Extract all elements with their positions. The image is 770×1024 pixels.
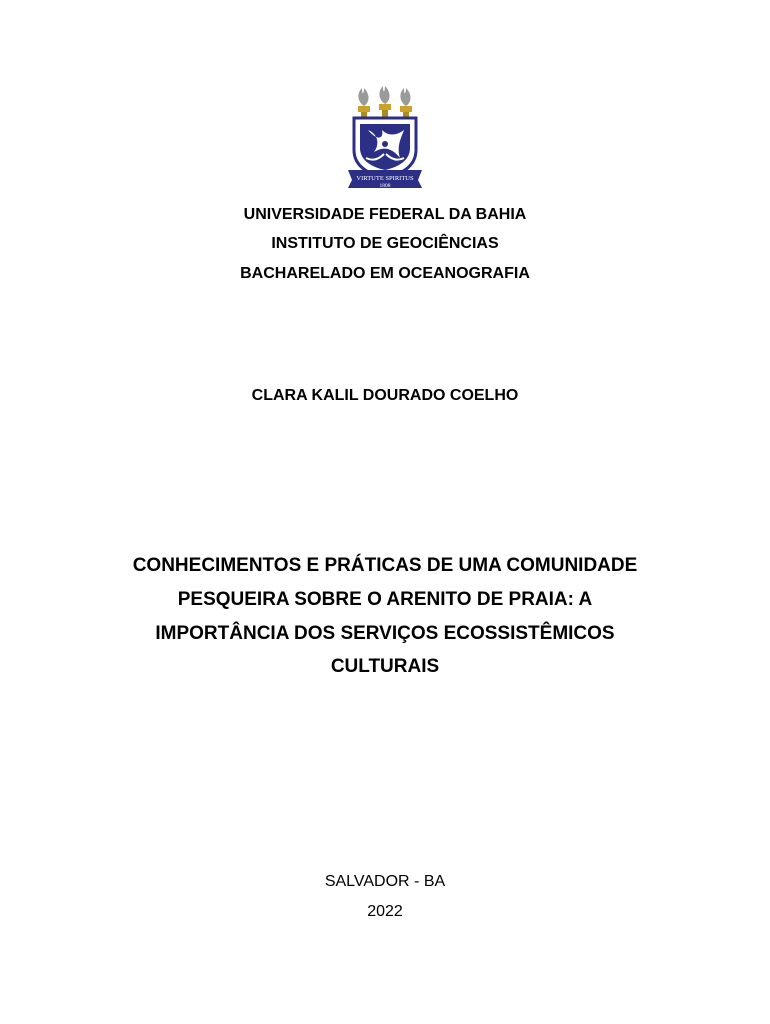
author-name: CLARA KALIL DOURADO COELHO (251, 387, 519, 404)
motto-text: VIRTUTE SPIRITUS (356, 175, 414, 182)
institute-name: INSTITUTO DE GEOCIÊNCIAS (271, 235, 499, 252)
title-line: IMPORTÂNCIA DOS SERVIÇOS ECOSSISTÊMICOS (155, 623, 615, 644)
course-name: BACHARELADO EM OCEANOGRAFIA (240, 265, 530, 282)
university-crest-logo (344, 84, 426, 196)
title-line: CONHECIMENTOS E PRÁTICAS DE UMA COMUNIDADE (132, 555, 638, 576)
title-line: PESQUEIRA SOBRE O ARENITO DE PRAIA: A (177, 589, 593, 610)
founding-year-text: 1808 (379, 183, 391, 189)
title-line: CULTURAIS (330, 656, 440, 677)
university-name: UNIVERSIDADE FEDERAL DA BAHIA (243, 206, 527, 223)
motto-ribbon-icon (348, 170, 422, 189)
torches-icon (358, 86, 412, 120)
shield-icon (354, 118, 416, 178)
year-text: 2022 (367, 903, 403, 920)
place-text: SALVADOR - BA (324, 873, 446, 890)
